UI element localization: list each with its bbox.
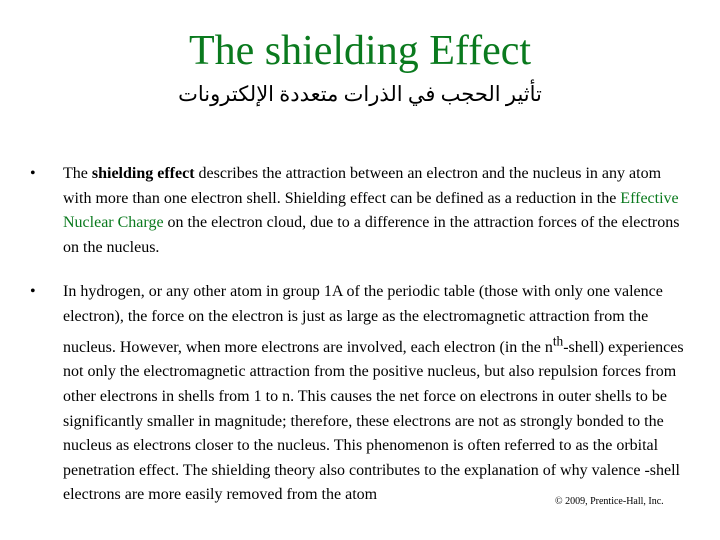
bullet-text [63, 283, 684, 503]
bullet-item-2 [30, 280, 690, 508]
slide-title: The shielding Effect [188, 28, 532, 74]
slide-subtitle-arabic: تأثير الحجب في الذرات متعددة الإلكترونات [178, 82, 542, 106]
bullet-list [30, 162, 690, 508]
copyright-note: © 2009, Prentice-Hall, Inc. [555, 496, 664, 507]
bullet-text-pre: In hydrogen, or any other atom in group 1A of the periodic table (those with only one valence electron), the force on the electron is just as large as the electromagnetic attraction from the nucleus. However, when more electrons are involved, each electron (in the n [63, 283, 663, 356]
bullet-icon: • [30, 283, 36, 301]
bullet-item-1 [30, 162, 690, 260]
bullet-text-mid: describes the attraction between an electron and the nucleus in any atom with more than one electron shell. Shielding effect can be defined as a reduction in the [63, 165, 662, 207]
bullet-text-post: -shell) experiences not only the electromagnetic attraction from the positive nucleus, but also repulsion forces from other electrons in shells from 1 to n. This causes the net force on electrons in outer shells to be significantly smaller in magnitude; therefore, these electrons are not as strongly bonded to the nucleus as electrons closer to the nucleus. This phenomenon is often referred to as the orbital penetration effect. The shielding theory also contributes to the explanation of why valence -shell electrons are more easily removed from the atom [63, 338, 684, 504]
bullet-text [63, 165, 679, 256]
bullet-icon: • [30, 165, 36, 182]
bullet-highlight: Effective Nuclear Charge [63, 189, 679, 232]
bullet-text-pre: The [63, 165, 92, 182]
bullet-emphasis: shielding effect [91, 165, 195, 182]
bullet-superscript: th [552, 333, 564, 349]
bullet-text-post: on the electron cloud, due to a difference in the attraction forces of the electrons on the nucleus. [63, 214, 680, 256]
